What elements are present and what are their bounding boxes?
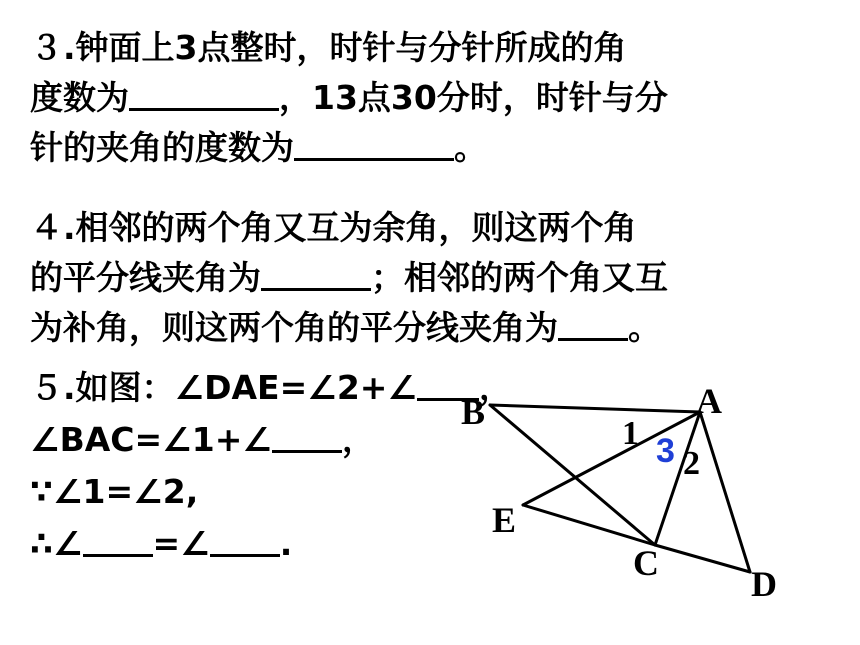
q5-line-3 — [30, 472, 198, 512]
q5-line-2 — [30, 420, 375, 460]
q5-text-4c: . — [279, 524, 293, 563]
q5-line-1 — [30, 368, 512, 408]
angle-2-label: 2 — [683, 445, 700, 482]
segment-bc — [490, 405, 655, 545]
q4-text-2b: ；相邻的两个角又互 — [371, 258, 668, 297]
point-c-label: C — [633, 543, 659, 583]
q3-blank-2[interactable] — [294, 128, 454, 161]
segment-ae — [523, 412, 700, 505]
q5-blank-1[interactable] — [417, 368, 479, 401]
segment-ad — [700, 412, 750, 572]
segment-ba — [490, 405, 700, 412]
q4-line-2 — [30, 258, 668, 298]
q5-line-4 — [30, 524, 292, 564]
q4-text-3b: 。 — [628, 308, 661, 347]
q3-text-2a: 度数为 — [30, 78, 129, 117]
q3-line-3 — [30, 128, 487, 168]
q3-text-3a: 针的夹角的度数为 — [30, 128, 294, 167]
q5-text-3: ∵∠1=∠2, — [30, 472, 199, 511]
q5-text-2a: ∠BAC=∠1+∠ — [30, 420, 272, 459]
q5-text-1a: ５.如图：∠DAE=∠2+∠ — [30, 368, 418, 407]
segment-ec — [523, 505, 655, 545]
q3-text-1: ３.钟面上3点整时，时针与分针所成的角 — [30, 28, 627, 67]
q3-text-2b: ，13点30分时，时针与分 — [279, 78, 668, 117]
q3-line-1 — [30, 28, 627, 68]
q5-text-4b: =∠ — [152, 524, 210, 563]
q4-text-3a: 为补角，则这两个角的平分线夹角为 — [30, 308, 558, 347]
q3-line-2 — [30, 78, 668, 118]
q3-text-3b: 。 — [454, 128, 487, 167]
q5-text-2b: ， — [341, 420, 375, 459]
q4-blank-1[interactable] — [261, 258, 371, 291]
q5-blank-4[interactable] — [210, 524, 280, 557]
q5-text-1b: ， — [479, 368, 513, 407]
point-e-label: E — [492, 500, 517, 540]
angle-3-label: 3 — [656, 432, 675, 470]
q5-text-4a: ∴∠ — [30, 524, 83, 563]
q4-text-2a: 的平分线夹角为 — [30, 258, 261, 297]
q4-line-3 — [30, 308, 661, 348]
segment-cd — [655, 545, 750, 572]
q4-text-1: ４.相邻的两个角又互为余角，则这两个角 — [30, 208, 637, 247]
q4-line-1 — [30, 208, 637, 248]
point-a-label: A — [696, 381, 722, 421]
q5-blank-3[interactable] — [83, 524, 153, 557]
point-d-label: D — [751, 564, 777, 604]
angle-1-label: 1 — [622, 415, 639, 452]
q4-blank-2[interactable] — [558, 308, 628, 341]
point-b-label: B — [461, 392, 486, 432]
q5-blank-2[interactable] — [272, 420, 342, 453]
q3-blank-1[interactable] — [129, 78, 279, 111]
segment-ac — [655, 412, 700, 545]
